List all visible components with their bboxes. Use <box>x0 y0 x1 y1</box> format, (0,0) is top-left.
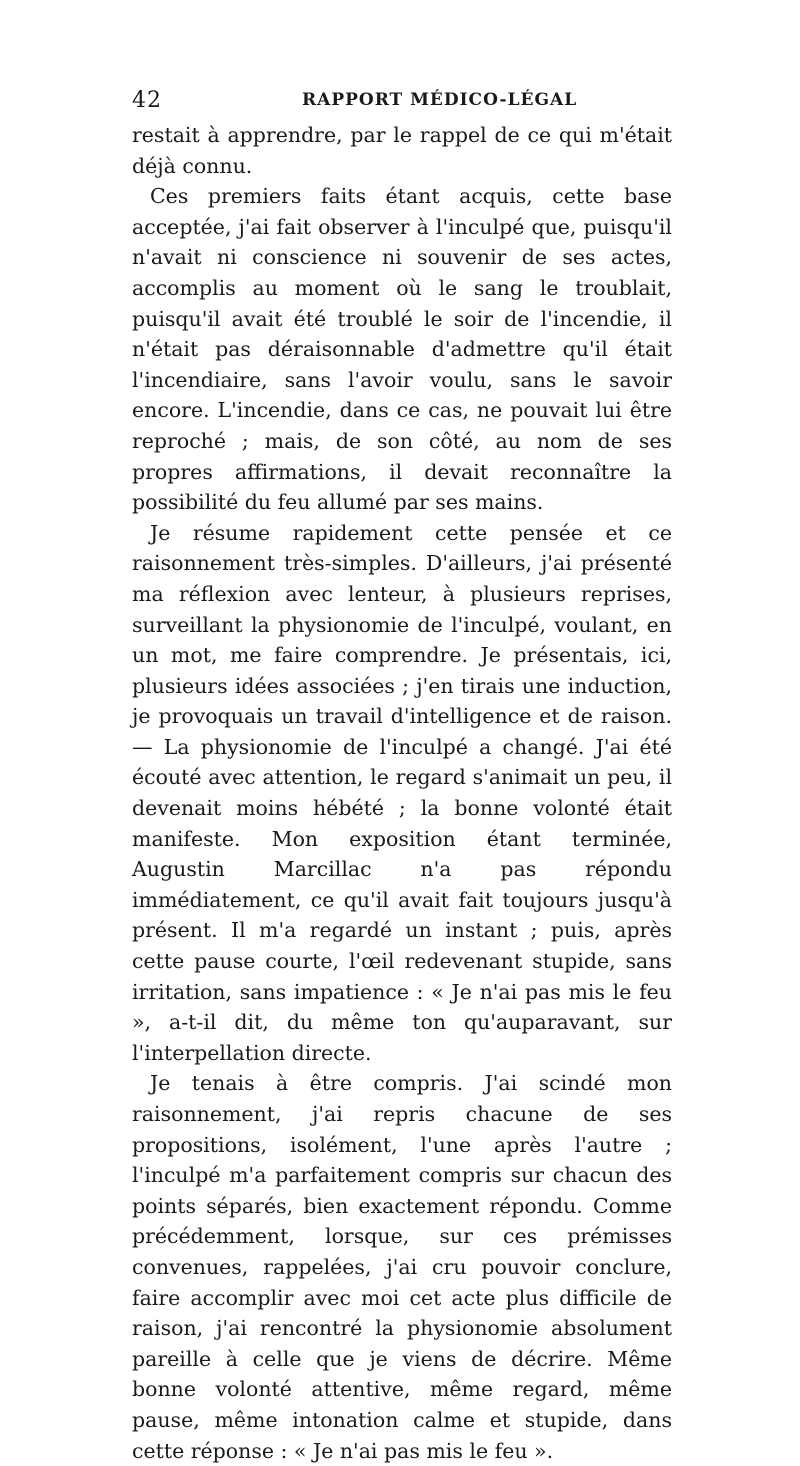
running-head <box>132 88 672 116</box>
body-text <box>132 120 672 1466</box>
running-title: RAPPORT MÉDICO-LÉGAL <box>302 90 578 110</box>
paragraph: Je tenais à être compris. J'ai scindé mon raisonnement, j'ai repris chacune de ses propositions, isolément, l'une après l'autre ; l'inculpé m'a parfaitement compris sur chacun des points séparés, bien exactement répondu. Comme précédemment, lorsque, sur ces prémisses convenues, rappelées, j'ai cru pouvoir conclure, faire accomplir avec moi cet acte plus difficile de raison, j'ai rencontré la physionomie absolument pareille à celle que je viens de décrire. Même bonne volonté attentive, même regard, même pause, même intonation calme et stupide, dans cette réponse : « Je n'ai pas mis le feu ». <box>132 1071 672 1463</box>
paragraph: Je résume rapidement cette pensée et ce raisonnement très-simples. D'ailleurs, j'ai présenté ma réflexion avec lenteur, à plusieurs reprises, surveillant la physionomie de l'inculpé, voulant, en un mot, me faire comprendre. Je présentais, ici, plusieurs idées associées ; j'en tirais une induction, je provoquais un travail d'intelligence et de raison. — La physionomie de l'inculpé a changé. J'ai été écouté avec attention, le regard s'animait un peu, il devenait moins hébété ; la bonne volonté était manifeste. Mon exposition étant terminée, Augustin Marcillac n'a pas répondu immédiatement, ce qu'il avait fait toujours jusqu'à présent. Il m'a regardé un instant ; puis, après cette pause courte, l'œil redevenant stupide, sans irritation, sans impatience : « Je n'ai pas mis le feu », a-t-il dit, du même ton qu'auparavant, sur l'interpellation directe. <box>132 520 672 1065</box>
page-number: 42 <box>132 88 162 113</box>
paragraph: Ces premiers faits étant acquis, cette base acceptée, j'ai fait observer à l'inculpé que, puisqu'il n'avait ni conscience ni souvenir de ses actes, accomplis au moment où le sang le troublait, puisqu'il avait été troublé le soir de l'incendie, il n'était pas déraisonnable d'admettre qu'il était l'incendiaire, sans l'avoir voulu, sans le savoir encore. L'incendie, dans ce cas, ne pouvait lui être reproché ; mais, de son côté, au nom de ses propres affirmations, il devait reconnaître la possibilité du feu allumé par ses mains. <box>132 184 672 515</box>
paragraph-continuation: restait à apprendre, par le rappel de ce qui m'était déjà connu. <box>132 123 672 178</box>
